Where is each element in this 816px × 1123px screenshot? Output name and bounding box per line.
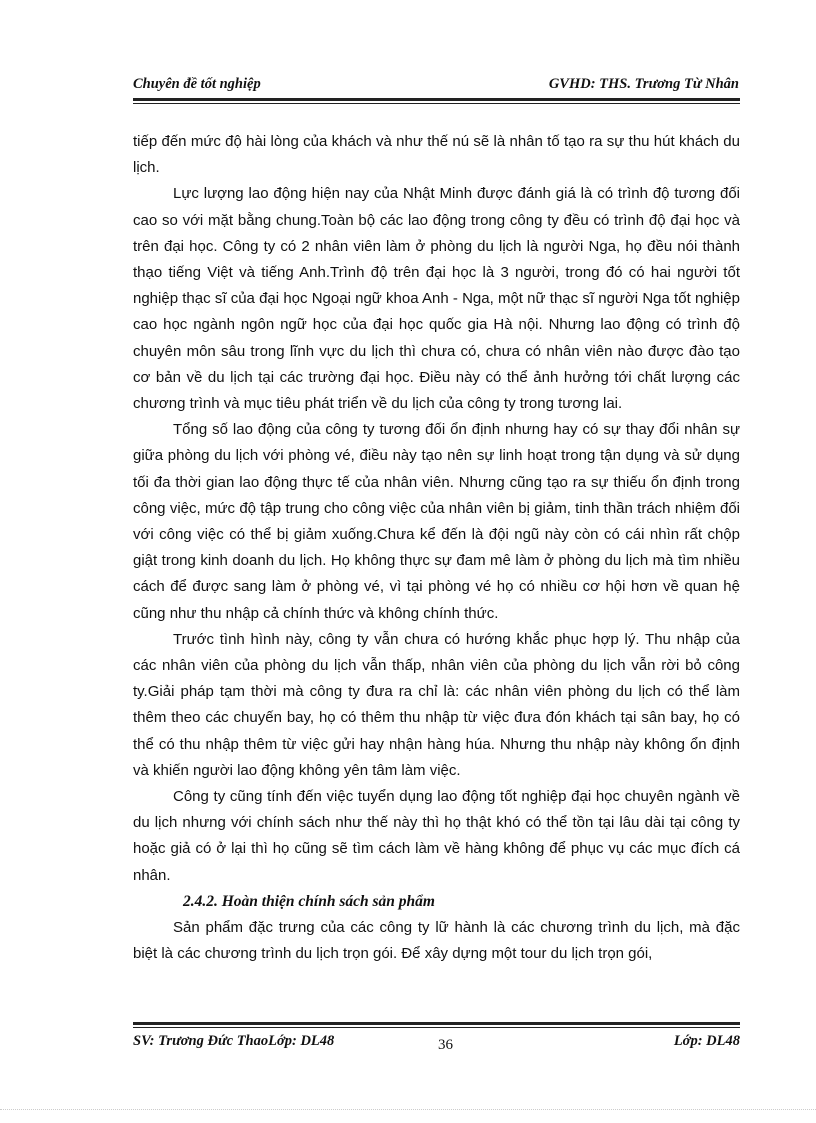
paragraph: Sản phẩm đặc trưng của các công ty lữ hành là các chương trình du lịch, mà đặc biệt là các chương trình du lịch trọn gói. Để xây dựng một tour du lịch trọn gói,	[133, 919, 740, 963]
paragraph-continuation: tiếp đến mức độ hài lòng của khách và như thế nú sẽ là nhân tố tạo ra sự thu hút khách du lịch.	[133, 133, 740, 177]
header-advisor: GVHD: THS. Trương Từ Nhân	[548, 76, 739, 92]
paragraph: Trước tình hình này, công ty vẫn chưa có hướng khắc phục hợp lý. Thu nhập của các nhân viên của phòng du lịch vẫn thấp, nhân viên của phòng du lịch vẫn rời bỏ công ty.Giải pháp tạm thời mà công ty đưa ra chỉ là: các nhân viên phòng du lịch có thể làm thêm theo các chuyến bay, họ có thêm thu nhập từ việc đưa đón khách tại sân bay, họ có thể có thu nhập thêm từ việc gửi hay nhận hàng húa. Nhưng thu nhập này không ổn định và khiến người lao động không yên tâm làm việc.	[133, 630, 740, 779]
paragraph: Công ty cũng tính đến việc tuyển dụng lao động tốt nghiệp đại học chuyên ngành về du lịch nhưng với chính sách như thế này thì họ thật khó có thể tồn tại lâu dài tại công ty hoặc giả có ở lại thì họ cũng sẽ tìm cách làm về hàng không để phục vụ các mục đích cá nhân.	[133, 788, 740, 884]
footer-rule-thick	[133, 1022, 740, 1025]
footer-rule-thin	[133, 1027, 740, 1028]
header-rule-thin	[133, 103, 740, 104]
page-edge-divider	[0, 1109, 816, 1110]
footer-student: SV: Trương Đức ThaoLớp: DL48	[133, 1033, 335, 1049]
header-title: Chuyên đề tốt nghiệp	[133, 76, 261, 92]
footer-class: Lớp: DL48	[673, 1033, 740, 1049]
section-heading: 2.4.2. Hoàn thiện chính sách sản phẩm	[183, 892, 435, 910]
page-footer	[133, 1033, 740, 1055]
paragraph: Lực lượng lao động hiện nay của Nhật Minh được đánh giá là có trình độ tương đối cao so với mặt bằng chung.Toàn bộ các lao động trong công ty đều có trình độ đại học và trên đại học. Công ty có 2 nhân viên làm ở phòng du lịch là người Nga, họ đều nói thành thạo tiếng Việt và tiếng Anh.Trình độ trên đại học là 3 người, trong đó có hai người tốt nghiệp thạc sĩ của đại học Ngoại ngữ khoa Anh - Nga, một nữ thạc sĩ người Nga tốt nghiệp cao học ngành ngôn ngữ học của đại học quốc gia Hà nội. Nhưng lao động có trình độ chuyên môn sâu trong lĩnh vực du lịch thì chưa có, chưa có nhân viên nào được đào tạo cơ bản về du lịch tại các trường đại học. Điều này có thể ảnh hưởng tới chất lượng các chương trình và mục tiêu phát triển về du lịch của công ty trong tương lai.	[133, 185, 740, 413]
body-text	[133, 129, 740, 968]
paragraph: Tổng số lao động của công ty tương đối ổn định nhưng hay có sự thay đổi nhân sự giữa phòng du lịch với phòng vé, điều này tạo nên sự linh hoạt trong tận dụng và sử dụng tối đa thời gian lao động thực tế của nhân viên. Nhưng cũng tạo ra sự thiếu ổn định trong công việc, mức độ tập trung cho công việc của nhân viên bị giảm, tinh thần trách nhiệm đối với công việc có thể bị giảm xuống.Chưa kể đến là đội ngũ này còn có cái nhìn rất chộp giật trong kinh doanh du lịch. Họ không thực sự đam mê làm ở phòng du lịch mà tìm nhiều cách để được sang làm ở phòng vé, vì tại phòng vé họ có nhiều cơ hội hơn về quan hệ cũng như thu nhập cả chính thức và không chính thức.	[133, 421, 740, 622]
header-rule-thick	[133, 98, 740, 101]
page-number: 36	[438, 1037, 453, 1053]
page-header	[133, 76, 739, 98]
